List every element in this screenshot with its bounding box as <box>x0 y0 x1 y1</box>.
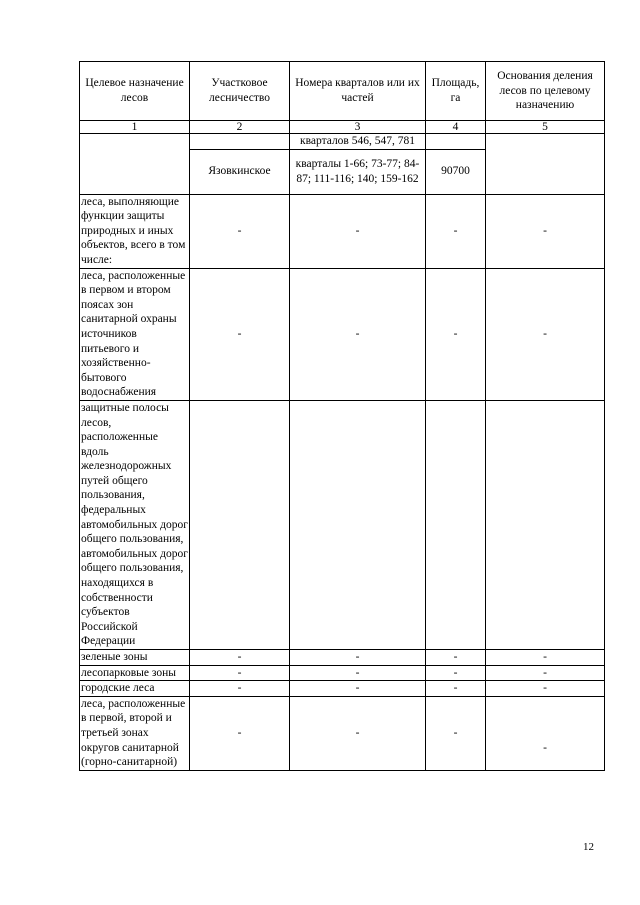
row-green-zones-quarters: - <box>290 650 426 666</box>
row-protective-basis: - <box>486 194 605 268</box>
row-protective-name: леса, выполняющие функции защиты природных и иных объектов, всего в том числе: <box>80 194 190 268</box>
header-basis: Основания деления лесов по целевому назначению <box>486 62 605 121</box>
row-green-zones-basis: - <box>486 650 605 666</box>
row-forest-park-area: - <box>426 665 486 681</box>
row-sanitary-districts-quarters: - <box>290 696 426 770</box>
first-block-basis <box>486 134 605 195</box>
row-protective-quarters: - <box>290 194 426 268</box>
row-protective-area: - <box>426 194 486 268</box>
row-green-zones-area: - <box>426 650 486 666</box>
first-block-area: 90700 <box>426 149 486 194</box>
row-sanitary-zone-quarters: - <box>290 268 426 400</box>
row-green-zones-name: зеленые зоны <box>80 650 190 666</box>
row-sanitary-districts-basis: - <box>486 696 605 770</box>
header-quarters: Номера кварталов или их частей <box>290 62 426 121</box>
row-sanitary-zone-forestry: - <box>190 268 290 400</box>
row-forest-park-forestry: - <box>190 665 290 681</box>
row-protective-strips-basis <box>486 400 605 649</box>
row-city-forests-forestry: - <box>190 681 290 697</box>
row-protective-strips-forestry <box>190 400 290 649</box>
row-forest-park-basis: - <box>486 665 605 681</box>
row-city-forests-name: городские леса <box>80 681 190 697</box>
first-block-purpose <box>80 134 190 195</box>
page-number: 12 <box>583 841 594 853</box>
first-block-quarters-a: кварталов 546, 547, 781 <box>290 134 426 150</box>
col-number-3: 3 <box>290 121 426 134</box>
row-protective-strips-quarters <box>290 400 426 649</box>
first-block-forestry-top <box>190 134 290 150</box>
forest-purpose-table <box>79 61 605 771</box>
col-number-4: 4 <box>426 121 486 134</box>
row-sanitary-zone-area: - <box>426 268 486 400</box>
col-number-5: 5 <box>486 121 605 134</box>
first-block-forestry: Язовкинское <box>190 149 290 194</box>
row-city-forests-area: - <box>426 681 486 697</box>
row-protective-strips-name: защитные полосы лесов, расположенные вдоль железнодорожных путей общего пользования, федеральных автомобильных дорог общего пользования, автомобильных дорог общего пользования, находящихся в собственности субъектов Российской Федерации <box>80 400 190 649</box>
row-protective-forestry: - <box>190 194 290 268</box>
first-block-quarters-b: кварталы 1-66; 73-77; 84-87; 111-116; 140; 159-162 <box>290 149 426 194</box>
row-sanitary-zone-name: леса, расположенные в первом и втором поясах зон санитарной охраны источников питьевого и хозяйственно-бытового водоснабжения <box>80 268 190 400</box>
row-city-forests-quarters: - <box>290 681 426 697</box>
row-sanitary-districts-name: леса, расположенные в первой, второй и третьей зонах округов санитарной (горно-санитарной) <box>80 696 190 770</box>
row-sanitary-zone-basis: - <box>486 268 605 400</box>
row-green-zones-forestry: - <box>190 650 290 666</box>
col-number-1: 1 <box>80 121 190 134</box>
row-city-forests-basis: - <box>486 681 605 697</box>
row-sanitary-districts-area: - <box>426 696 486 770</box>
row-protective-strips-area <box>426 400 486 649</box>
header-area: Площадь, га <box>426 62 486 121</box>
first-block-area-top <box>426 134 486 150</box>
col-number-2: 2 <box>190 121 290 134</box>
header-forestry: Участковое лесничество <box>190 62 290 121</box>
row-forest-park-name: лесопарковые зоны <box>80 665 190 681</box>
row-sanitary-districts-forestry: - <box>190 696 290 770</box>
row-forest-park-quarters: - <box>290 665 426 681</box>
header-purpose: Целевое назначение лесов <box>80 62 190 121</box>
